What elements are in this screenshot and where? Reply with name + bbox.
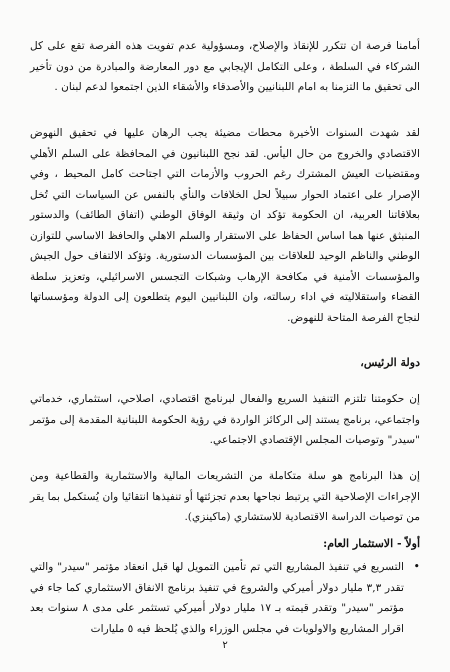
heading-mr-president: دولة الرئيس، [360,356,420,369]
bullet-icon: • [413,560,420,573]
bullet-item-public-investment [30,557,420,639]
paragraph-program-basket: إن هذا البرنامج هو سلة متكاملة من التشريعات المالية والاستثمارية والقطاعية ومن الإجراءات الإصلاحية التي يرتبط نجاحها بعدم تجزئتها أو تنفيذها انتقائيا وان يُستكمل بما يقر من توصيات الدراسة الاقتصادية للاستشاري (ماكينزي). [30,470,420,523]
paragraph-opportunity: أمامنا فرصة ان تتكرر للإنقاذ والإصلاح، ومسؤولية عدم تفويت هذه الفرصة تقع على كل الشركاء في السلطة ، وعلى التكامل الإيجابي مع دور المعارضة والمبادرة من دون تأخير الى تحقيق ما التزمنا به امام اللبنانيين والأصدقاء والأشقاء الذين اجتمعوا لدعم لبنان . [30,40,420,93]
paragraph-government-program: إن حكومتنا تلتزم التنفيذ السريع والفعال لبرنامج اقتصادي، اصلاحي، استثماري، خدماتي واجتماعي، برنامج يستند إلى الركائز الواردة في رؤية الحكومة اللبنانية المقدمة إلى مؤتمر "سيدر" وتوصيات المجلس الإقتصادي الاجتماعي. [30,393,420,446]
page-number: ٢ [222,640,228,651]
heading-public-investment: أولاً - الاستثمار العام: [323,537,420,550]
bullet-text: التسريع في تنفيذ المشاريع التي تم تأمين التمويل لها قبل انعقاد مؤتمر "سيدر" والتي تقدر ٣,٣ مليار دولار أميركي والشروع في تنفيذ برنامج الانفاق الاستثماري كما جاء في مؤتمر "سيدر" وتقدر قيمته بـ ١٧ مليار دولار أميركي تستثمر على مدى ٨ سنوات بعد اقرار المشاريع والاولويات في مجلس الوزراء والذي يُلحظ فيه ٥ مليارات [30,561,404,635]
paragraph-recent-years: لقد شهدت السنوات الأخيرة محطات مضيئة يجب الرهان عليها في تحقيق النهوض الاقتصادي والخروج من حال اليأس. لقد نجح اللبنانيون في المحافظة على السلم الأهلي ومقتضيات العيش المشترك رغم الحروب والأزمات التي اجتاحت كامل المحيط ، وفي الإصرار على اعتماد الحوار سبيلاً لحل الخلافات والنأي بالنفس عن السياسات التي تُخل بعلاقاتنا العربية، ان الحكومة تؤكد ان وثيقة الوفاق الوطني (اتفاق الطائف) والدستور المنبثق عنها هما اساس الحفاظ على الاستقرار والسلم الاهلي والحافظ الاساسي للتوازن الوطني والناظم الوحيد للعلاقات بين المؤسسات الدستورية. وتؤكد الالتفاف حول الجيش والمؤسسات الأمنية في مكافحة الإرهاب وشبكات التجسس الاسرائيلي، وتعزيز سلطة القضاء واستقلاليته في اداء رسالته، وان اللبنانيين اليوم يتطلعون إلى الدولة ومؤسساتها لنجاح الفرصة المتاحة للنهوض. [30,127,420,324]
